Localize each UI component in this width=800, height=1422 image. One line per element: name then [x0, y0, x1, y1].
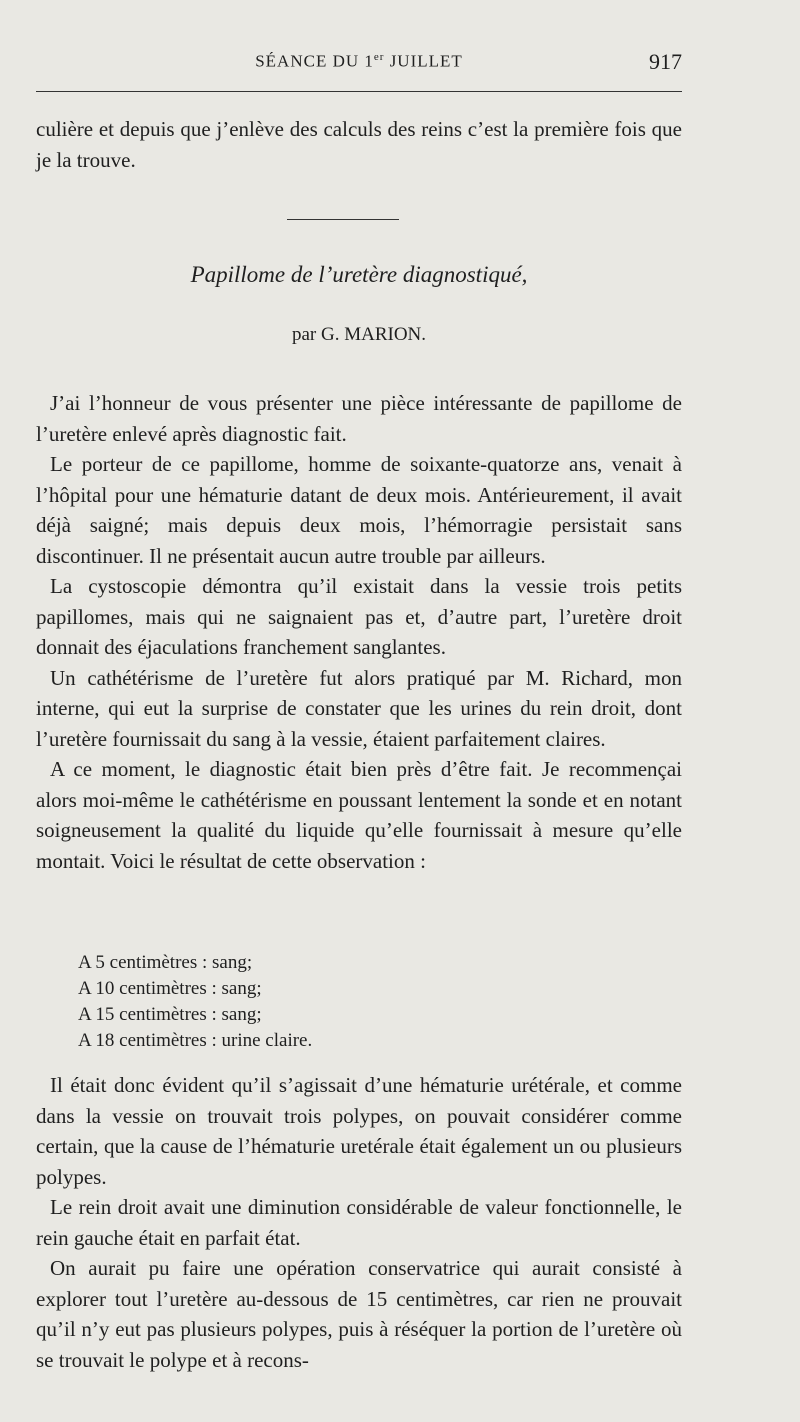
paragraph: Il était donc évident qu’il s’agissait d’une hématurie urétérale, et comme dans la vessie on trouvait trois polypes, on pouvait considérer comme certain, que la cause de l’hématurie uretérale était également un ou plusieurs polypes.	[36, 1073, 682, 1189]
paragraph: Un cathétérisme de l’uretère fut alors pratiqué par M. Richard, mon interne, qui eut la surprise de constater que les urines du rein droit, dont l’uretère fournissait du sang à la vessie, étaient parfaitement claires.	[36, 665, 682, 751]
measurement-item: A 18 centimètres : urine claire.	[78, 1030, 313, 1051]
body-bottom	[36, 1070, 682, 1375]
paragraph: On aurait pu faire une opération conservatrice qui aurait consisté à explorer tout l’uretère au-dessous de 15 centimètres, car rien ne prouvait qu’il n’y eut pas plusieurs polypes, puis à réséquer la portion de l’uretère où se trouvait le polype et à recons-	[36, 1256, 682, 1372]
article-author: par G. MARION.	[291, 324, 427, 345]
running-title-superscript: er	[373, 51, 385, 63]
paragraph: Le porteur de ce papillome, homme de soixante-quatorze ans, venait à l’hôpital pour une hématurie datant de deux mois. Antérieurement, il avait déjà saigné; mais depuis deux mois, l’hémorragie persistait sans discontinuer. Il ne présentait aucun autre trouble par ailleurs.	[36, 452, 682, 568]
section-separator	[287, 219, 399, 220]
body-top	[36, 388, 682, 876]
paragraph: La cystoscopie démontra qu’il existait dans la vessie trois petits papillomes, mais qui ne saignaient pas et, d’autre part, l’uretère droit donnait des éjaculations franchement sanglantes.	[36, 574, 682, 659]
running-header	[36, 47, 682, 87]
measurement-item: A 10 centimètres : sang;	[78, 978, 262, 999]
measurement-item: A 5 centimètres : sang;	[78, 952, 253, 973]
running-title	[36, 51, 682, 72]
paragraph: Le rein droit avait une diminution considérable de valeur fonctionnelle, le rein gauche était en parfait état.	[36, 1195, 682, 1250]
intro-paragraph: culière et depuis que j’enlève des calculs des reins c’est la première fois que je la trouve.	[36, 117, 682, 172]
measurement-item: A 15 centimètres : sang;	[78, 1004, 262, 1025]
paragraph: A ce moment, le diagnostic était bien près d’être fait. Je recommençai alors moi-même le cathétérisme en poussant lentement la sonde et en notant soigneusement la qualité du liquide qu’elle fournissait à mesure qu’elle montait. Voici le résultat de cette observation :	[36, 757, 682, 873]
running-title-month: JUILLET	[384, 51, 463, 71]
measurement-list	[78, 950, 312, 1054]
paragraph: J’ai l’honneur de vous présenter une pièce intéressante de papillome de l’uretère enlevé après diagnostic fait.	[36, 391, 682, 446]
intro-block	[36, 114, 682, 175]
running-title-main: SÉANCE DU 1	[255, 51, 374, 71]
header-rule	[36, 91, 682, 92]
article-title: Papillome de l’uretère diagnostiqué,	[190, 262, 528, 287]
page-number: 917	[649, 49, 682, 74]
